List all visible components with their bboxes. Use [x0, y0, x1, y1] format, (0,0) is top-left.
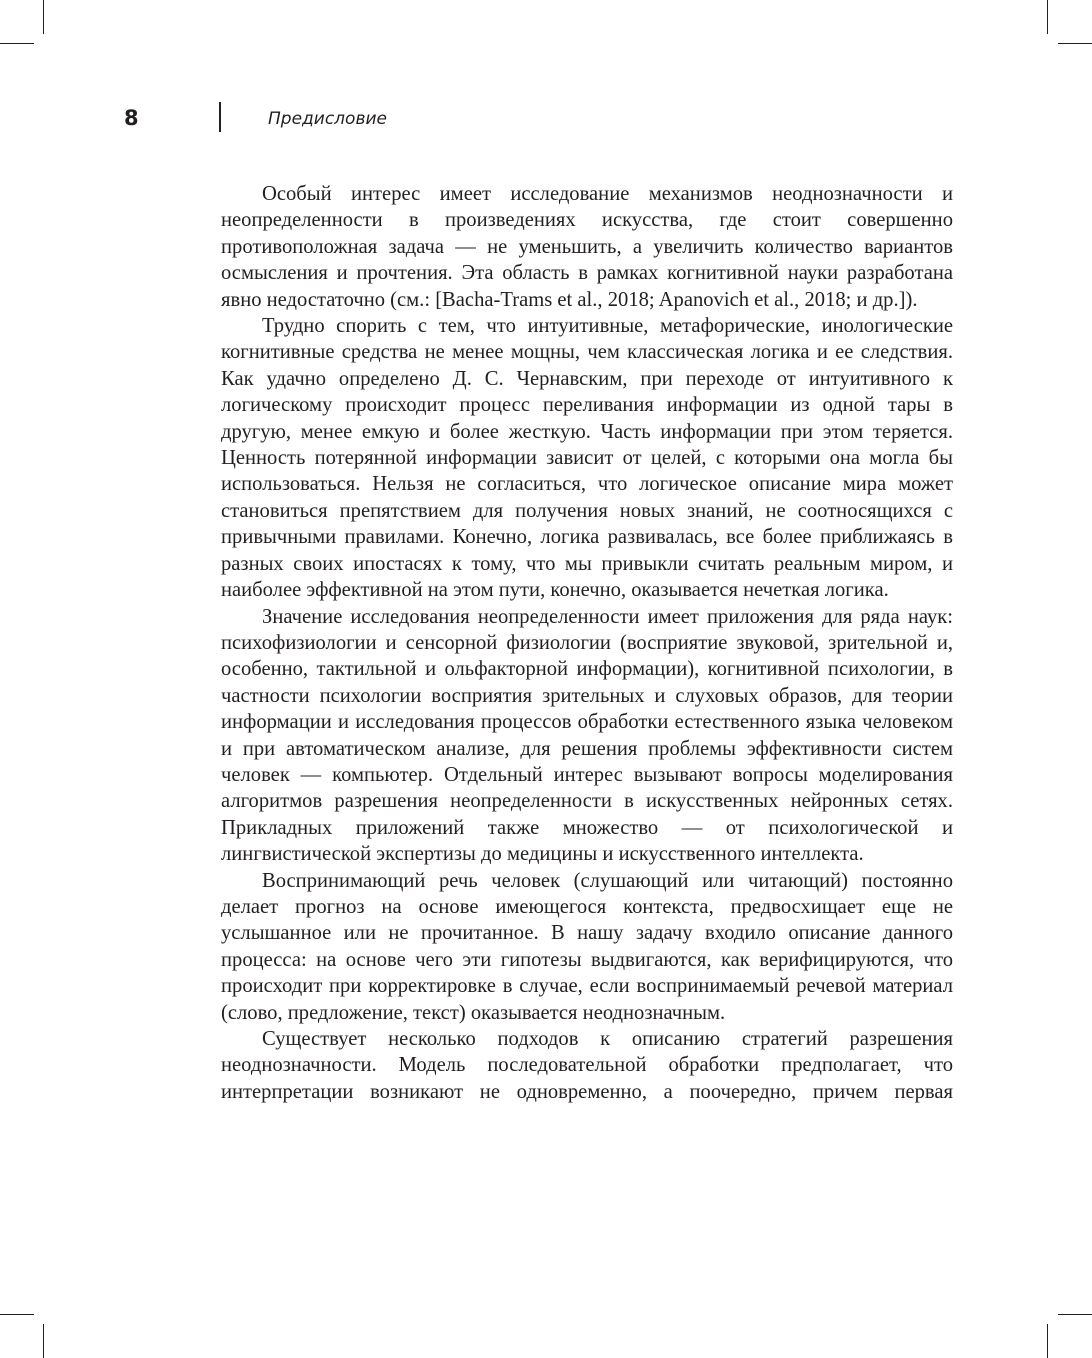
crop-mark-bottom-right-horizontal [1058, 1314, 1092, 1315]
running-head: Предисловие [268, 109, 387, 129]
crop-mark-bottom-right-vertical [1047, 1324, 1048, 1358]
crop-mark-top-left-vertical [43, 0, 44, 34]
crop-mark-bottom-left-horizontal [0, 1314, 34, 1315]
header-divider [219, 102, 221, 132]
crop-mark-top-right-horizontal [1058, 43, 1092, 44]
crop-mark-top-left-horizontal [0, 43, 34, 44]
crop-mark-bottom-left-vertical [43, 1324, 44, 1358]
page-number: 8 [124, 106, 139, 130]
paragraph-2: Трудно спорить с тем, что интуитивные, метафорические, инологические когнитивные средства не менее мощны, чем классическая логика и ее следствия. Как удачно определено Д. С. Чернавским, при переходе от интуитивного к логическому происходит процесс переливания информации из одной тары в другую, менее емкую и более жесткую. Часть информации при этом теряется. Ценность потерянной информации зависит от целей, с которыми она могла бы использоваться. Нельзя не согласиться, что логическое описание мира может становиться препятствием для получения новых знаний, не соотносящихся с привычными правилами. Конечно, логика развивалась, все более приближаясь в разных своих ипостасях к тому, что мы привыкли считать реальным миром, и наиболее эффективной на этом пути, конечно, оказывается нечеткая логика. [221, 315, 953, 602]
paragraph-4: Воспринимающий речь человек (слушающий или читающий) постоянно делает прогноз на основе имеющегося контекста, предвосхищает еще не услышанное или не прочитанное. В нашу задачу входило описание данного процесса: на основе чего эти гипотезы выдвигаются, как верифицируются, что происходит при корректировке в случае, если воспринимаемый речевой материал (слово, предложение, текст) оказывается неоднозначным. [221, 869, 953, 1024]
paragraph-5: Существует несколько подходов к описанию стратегий разрешения неоднозначности. Модель последовательной обработки предполагает, что интерпретации возникают не одновременно, а поочередно, причем первая [221, 1028, 953, 1103]
body-text [221, 181, 953, 1105]
paragraph-1: Особый интерес имеет исследование механизмов неоднозначности и неопределенности в произведениях искусства, где стоит совершенно противоположная задача — не уменьшить, а увеличить количество вариантов осмысления и прочтения. Эта область в рамках когнитивной науки разработана явно недостаточно (см.: [Bacha-Trams et al., 2018; Apanovich et al., 2018; и др.]). [221, 183, 953, 311]
crop-mark-top-right-vertical [1047, 0, 1048, 34]
paragraph-3: Значение исследования неопределенности имеет приложения для ряда наук: психофизиологии и сенсорной физиологии (восприятие звуковой, зрительной и, особенно, тактильной и ольфакторной информации), когнитивной психологии, в частности психологии восприятия зрительных и слуховых образов, для теории информации и исследования процессов обработки естественного языка человеком и при автоматическом анализе, для решения проблемы эффективности систем человек — компьютер. Отдельный интерес вызывают вопросы моделирования алгоритмов разрешения неопределенности в искусственных нейронных сетях. Прикладных приложений также множество — от психологической и лингвистической экспертизы до медицины и искусственного интеллекта. [221, 605, 953, 866]
